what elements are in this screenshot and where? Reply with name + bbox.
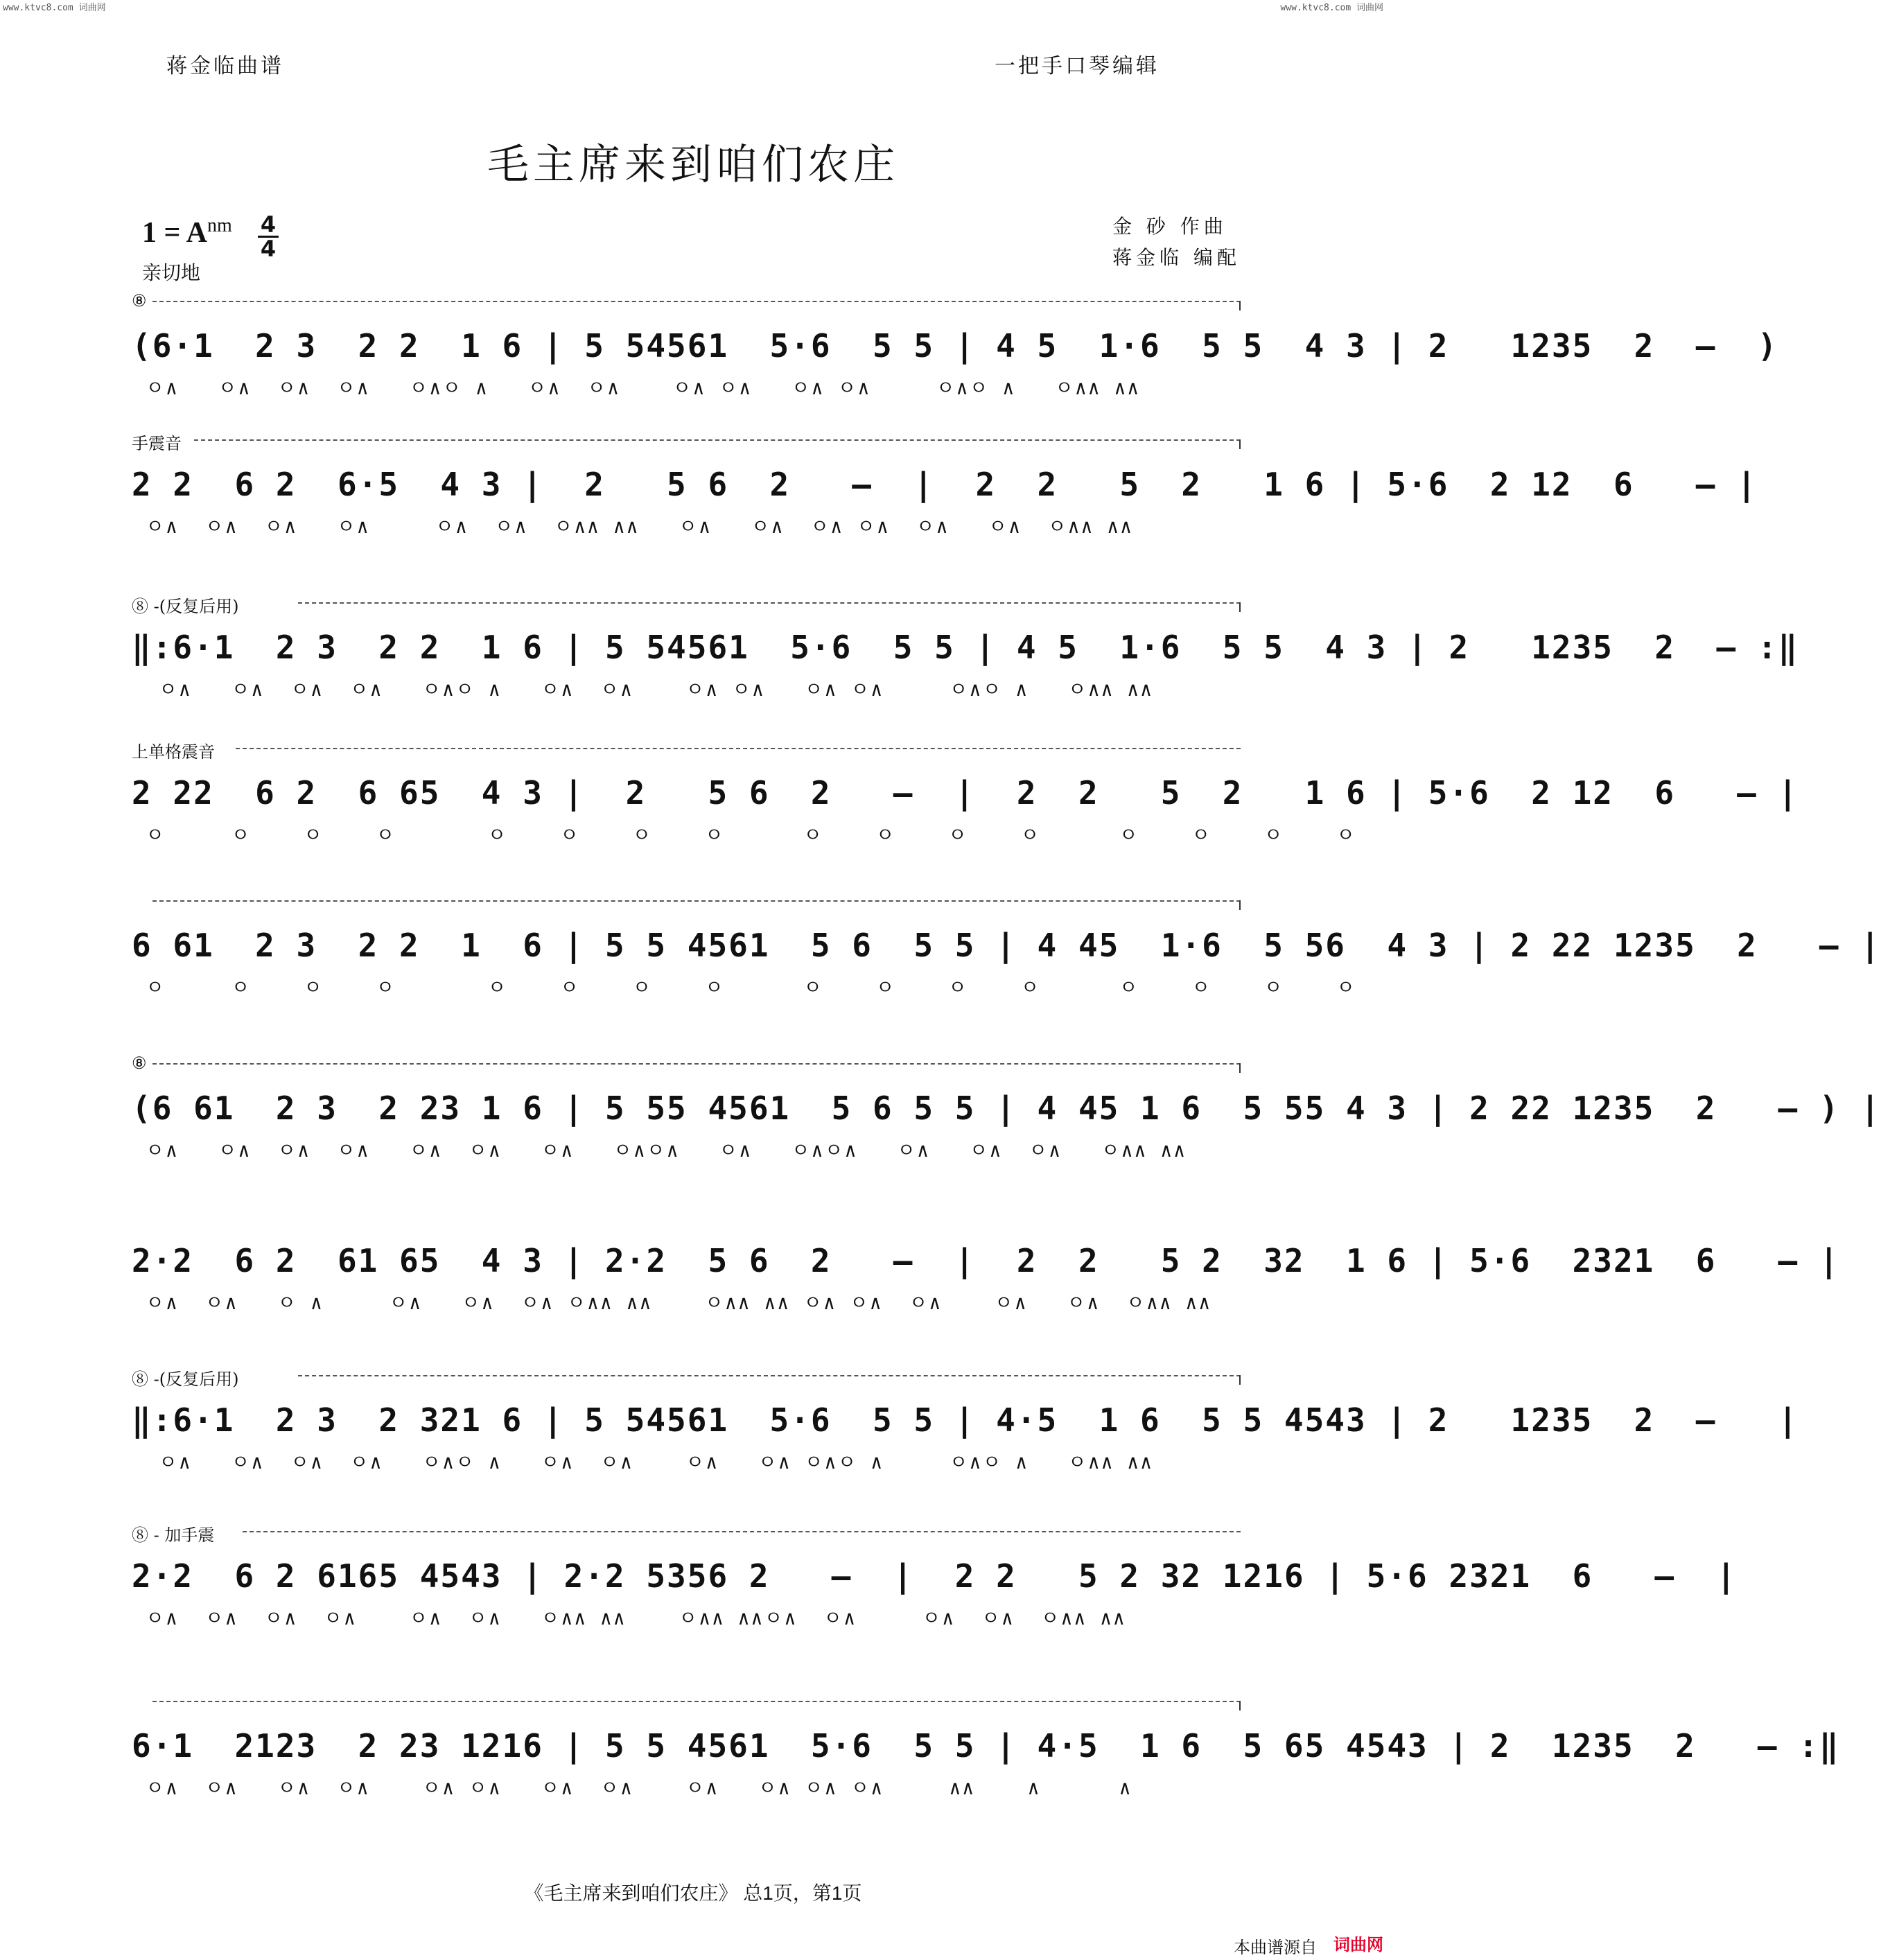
ottava-end	[1239, 301, 1241, 310]
source-credit: 本曲谱源自	[1234, 1938, 1317, 1957]
staff-notes: 6 61 2 3 2 2 1 6 | 5 5 4561 5 6 5 5 | 4 45 1·6 5 56 4 3 | 2 22 1235 2 – |	[132, 927, 1881, 964]
staff-line	[132, 1365, 1799, 1483]
ottava-end	[1239, 602, 1241, 612]
ottava-dash	[194, 439, 1241, 441]
breath-marks: ㅇ∧ ㅇ∧ ㅇ∧ ㅇ∧ ㅇ∧ㅇ ∧ ㅇ∧ ㅇ∧ ㅇ∧ ㅇ∧ ㅇ∧ ㅇ∧ ㅇ∧ㅇ ∧ ㅇ∧∧ ∧∧	[146, 376, 1141, 399]
ottava-end	[1239, 439, 1241, 449]
staff-notes: 2 2 6 2 6·5 4 3 | 2 5 6 2 – | 2 2 5 2 1 6 | 5·6 2 12 6 – |	[132, 466, 1758, 503]
ottava-dash	[152, 1063, 1241, 1065]
score-author-header: 蒋金临曲谱	[166, 54, 284, 78]
ottava-end	[1239, 1063, 1241, 1073]
key-prefix: 1 = A	[142, 217, 207, 249]
key-signature	[142, 215, 232, 250]
staff-label: ⑧	[132, 1053, 147, 1073]
staff-notes: 6·1 2123 2 23 1216 | 5 5 4561 5·6 5 5 | 4·5 1 6 5 65 4543 | 2 1235 2 – :‖	[132, 1727, 1840, 1765]
staff-notes: 2·2 6 2 61 65 4 3 | 2·2 5 6 2 – | 2 2 5 2 32 1 6 | 5·6 2321 6 – |	[132, 1242, 1840, 1279]
staff-line	[132, 738, 1799, 856]
breath-marks: ㅇ∧ ㅇ∧ ㅇ∧ ㅇ∧ ㅇ∧ㅇ ∧ ㅇ∧ ㅇ∧ ㅇ∧ ㅇ∧ ㅇ∧ㅇ ∧ ㅇ∧ㅇ ∧ ㅇ∧∧ ∧∧	[146, 1451, 1154, 1473]
breath-marks: ㅇ∧ ㅇ∧ ㅇ∧ ㅇ∧ ㅇ∧ ㅇ∧ ㅇ∧ ㅇ∧ ㅇ∧ ㅇ∧ ㅇ∧ ㅇ∧ ∧∧ ∧ ∧	[146, 1776, 1132, 1799]
time-bottom: 4	[260, 236, 277, 262]
staff-label: 手震音	[132, 434, 182, 453]
staff-label: 上单格震音	[132, 742, 215, 762]
editor-header: 一把手口琴编辑	[995, 54, 1160, 78]
ottava-dash	[236, 748, 1241, 749]
staff-notes: (6 61 2 3 2 23 1 6 | 5 55 4561 5 6 5 5 | 4 45 1 6 5 55 4 3 | 2 22 1235 2 – ) |	[132, 1090, 1881, 1127]
staff-line	[132, 291, 1778, 409]
ottava-dash	[298, 1375, 1241, 1376]
staff-notes: (6·1 2 3 2 2 1 6 | 5 54561 5·6 5 5 | 4 5 1·6 5 5 4 3 | 2 1235 2 – )	[132, 327, 1778, 365]
staff-line	[132, 1691, 1840, 1809]
ottava-dash	[298, 602, 1241, 604]
staff-line	[132, 1206, 1840, 1324]
staff-notes: 2 22 6 2 6 65 4 3 | 2 5 6 2 – | 2 2 5 2 1 6 | 5·6 2 12 6 – |	[132, 774, 1799, 812]
breath-marks: ㅇ∧ ㅇ∧ ㅇ ∧ ㅇ∧ ㅇ∧ ㅇ∧ ㅇ∧∧ ∧∧ ㅇ∧∧ ∧∧ ㅇ∧ ㅇ∧ ㅇ∧ ㅇ∧ ㅇ∧ ㅇ∧∧ ∧∧	[146, 1291, 1212, 1314]
staff-notes: ‖:6·1 2 3 2 321 6 | 5 54561 5·6 5 5 | 4·5 1 6 5 5 4543 | 2 1235 2 – |	[132, 1401, 1799, 1439]
ottava-end	[1239, 1375, 1241, 1385]
tempo-marking: 亲切地	[142, 261, 201, 284]
ottava-dash	[152, 1701, 1241, 1702]
ottava-dash	[152, 301, 1241, 302]
breath-marks: ㅇ∧ ㅇ∧ ㅇ∧ ㅇ∧ ㅇ∧ ㅇ∧ ㅇ∧∧ ∧∧ ㅇ∧ ㅇ∧ ㅇ∧ ㅇ∧ ㅇ∧ ㅇ∧ ㅇ∧∧ ∧∧	[146, 515, 1133, 538]
staff-label: ⑧ -(反复后用)	[132, 1370, 239, 1389]
breath-marks: ㅇ ㅇ ㅇ ㅇ ㅇ ㅇ ㅇ ㅇ ㅇ ㅇ ㅇ ㅇ ㅇ ㅇ ㅇ ㅇ	[146, 976, 1357, 999]
ottava-end	[1239, 1701, 1241, 1710]
breath-marks: ㅇ ㅇ ㅇ ㅇ ㅇ ㅇ ㅇ ㅇ ㅇ ㅇ ㅇ ㅇ ㅇ ㅇ ㅇ ㅇ	[146, 823, 1357, 846]
breath-marks: ㅇ∧ ㅇ∧ ㅇ∧ ㅇ∧ ㅇ∧ ㅇ∧ ㅇ∧ ㅇ∧ㅇ∧ ㅇ∧ ㅇ∧ㅇ∧ ㅇ∧ ㅇ∧ ㅇ∧ ㅇ∧∧ ∧∧	[146, 1139, 1187, 1162]
ottava-dash	[152, 900, 1241, 902]
staff-label: ⑧ -(反复后用)	[132, 597, 239, 616]
song-title: 毛主席来到咱们农庄	[487, 141, 899, 189]
ottava-dash	[243, 1531, 1241, 1532]
staff-notes: ‖:6·1 2 3 2 2 1 6 | 5 54561 5·6 5 5 | 4 5 1·6 5 5 4 3 | 2 1235 2 – :‖	[132, 629, 1799, 666]
staff-label: ⑧ - 加手震	[132, 1525, 215, 1545]
staff-line	[132, 593, 1799, 710]
site-logo[interactable]: 词曲网	[1333, 1935, 1383, 1954]
breath-marks: ㅇ∧ ㅇ∧ ㅇ∧ ㅇ∧ ㅇ∧ ㅇ∧ ㅇ∧∧ ∧∧ ㅇ∧∧ ∧∧ㅇ∧ ㅇ∧ ㅇ∧ ㅇ∧ ㅇ∧∧ ∧∧	[146, 1607, 1126, 1629]
time-signature	[258, 213, 279, 260]
composer-credit: 金 砂 作曲	[1112, 215, 1227, 238]
key-suffix: nm	[207, 215, 232, 236]
staff-line	[132, 1053, 1881, 1171]
time-top: 4	[260, 211, 277, 238]
staff-label: ⑧	[132, 291, 147, 310]
arranger-credit: 蒋金临 编配	[1112, 246, 1241, 269]
staff-line	[132, 891, 1881, 1008]
breath-marks: ㅇ∧ ㅇ∧ ㅇ∧ ㅇ∧ ㅇ∧ㅇ ∧ ㅇ∧ ㅇ∧ ㅇ∧ ㅇ∧ ㅇ∧ ㅇ∧ ㅇ∧ㅇ ∧ ㅇ∧∧ ∧∧	[146, 678, 1154, 701]
staff-line	[132, 430, 1758, 548]
site-watermark-left: www.ktvc8.com 词曲网	[3, 3, 106, 13]
ottava-end	[1239, 900, 1241, 910]
staff-notes: 2·2 6 2 6165 4543 | 2·2 5356 2 – | 2 2 5 2 32 1216 | 5·6 2321 6 – |	[132, 1557, 1738, 1595]
page-footer: 《毛主席来到咱们农庄》 总1页，第1页	[524, 1882, 862, 1904]
site-watermark-right: www.ktvc8.com 词曲网	[1280, 3, 1383, 13]
staff-line	[132, 1521, 1738, 1639]
